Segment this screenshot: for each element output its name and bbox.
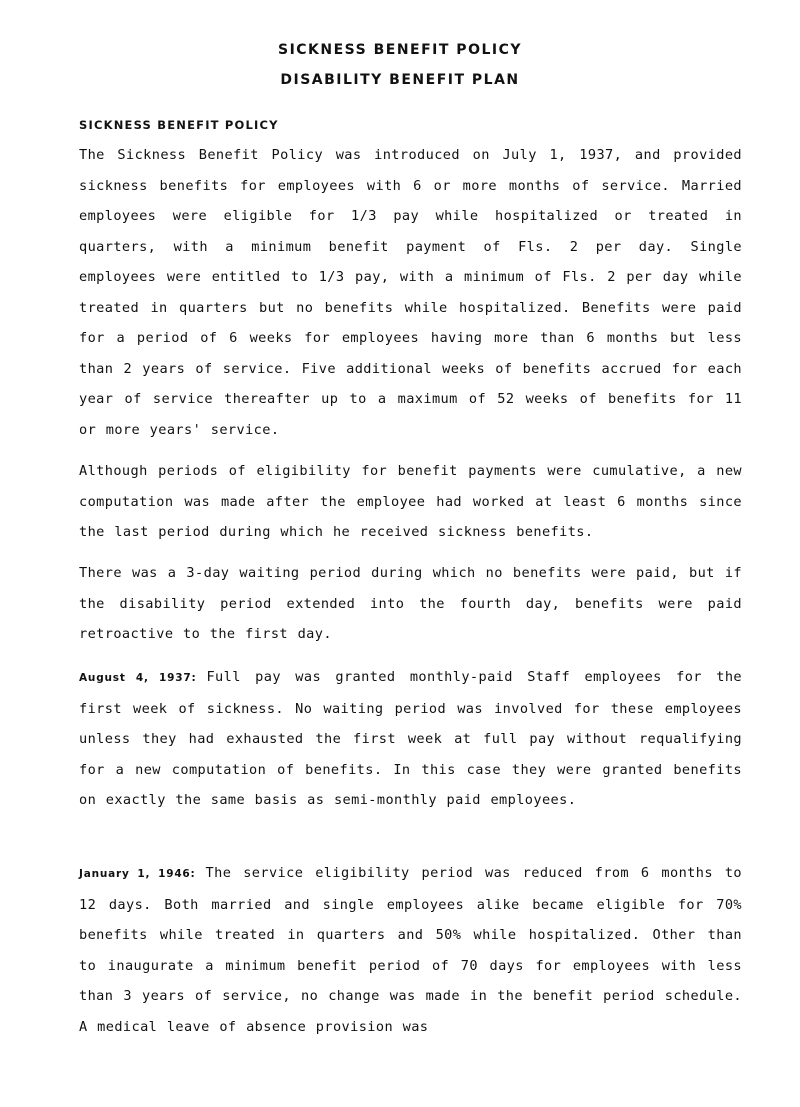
paragraph-text: Full pay was granted monthly-paid Staff employees for the first week of sickness. No waiting period was involved for these employees unless they had exhausted the first week at full pay without requalifying for a new computation of benefits. In this case they were granted benefits on exactly the same basis as semi-monthly paid employees. xyxy=(79,669,742,808)
paragraph-date: January 1, 1946: xyxy=(79,868,196,880)
paragraph-text: There was a 3-day waiting period during which no benefits were paid, but if the disability period extended into the fourth day, benefits were paid retroactive to the first day. xyxy=(79,565,742,642)
paragraph-text: Although periods of eligibility for benefit payments were cumulative, a new computation was made after the employee had worked at least 6 months since the last period during which he received sickness benefits. xyxy=(79,463,742,540)
paragraph-date: August 4, 1937: xyxy=(79,672,197,684)
section-heading: SICKNESS BENEFIT POLICY xyxy=(79,118,279,132)
paragraph-text: The Sickness Benefit Policy was introduced on July 1, 1937, and provided sickness benefits for employees with 6 or more months of service. Married employees were eligible for 1/3 pay while hospitalized or treated in quarters, with a minimum benefit payment of Fls. 2 per day. Single employees were entitled to 1/3 pay, with a minimum of Fls. 2 per day while treated in quarters but no benefits while hospitalized. Benefits were paid for a period of 6 weeks for employees having more than 6 months but less than 2 years of service. Five additional weeks of benefits accrued for each year of service thereafter up to a maximum of 52 weeks of benefits for 11 or more years' service. xyxy=(79,147,742,438)
document-subtitle: DISABILITY BENEFIT PLAN xyxy=(280,72,520,88)
paragraph-eligibility xyxy=(79,456,742,548)
document-title: SICKNESS BENEFIT POLICY xyxy=(277,42,523,58)
paragraph-intro xyxy=(79,140,742,445)
paragraph-august-1937 xyxy=(79,662,742,816)
paragraph-january-1946 xyxy=(79,858,742,1042)
paragraph-text: The service eligibility period was reduced from 6 months to 12 days. Both married and single employees alike became eligible for 70% benefits while treated in quarters and 50% while hospitalized. Other than to inaugurate a minimum benefit period of 70 days for employees with less than 3 years of service, no change was made in the benefit period schedule. A medical leave of absence provision was xyxy=(79,865,742,1035)
paragraph-waiting-period xyxy=(79,558,742,650)
